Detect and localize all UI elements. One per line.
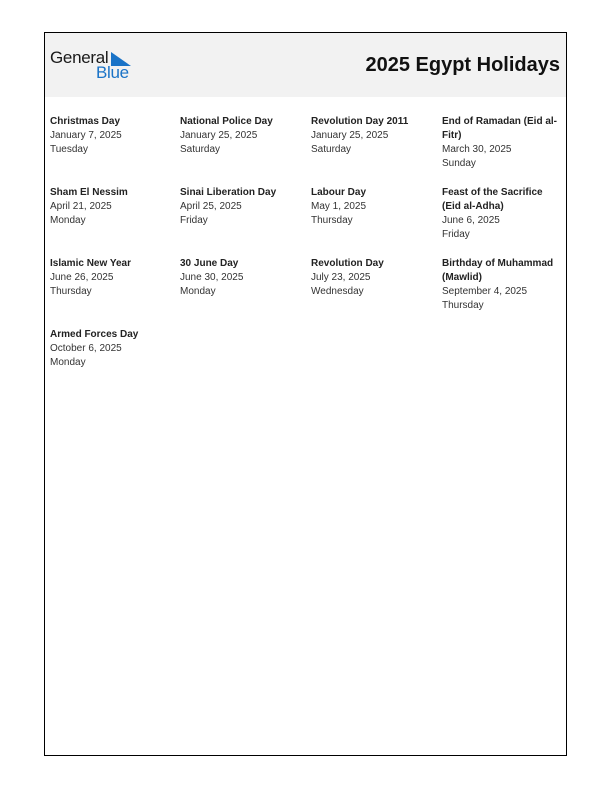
holiday-weekday: Friday — [180, 215, 208, 226]
holiday-item — [50, 186, 172, 228]
holiday-name: Revolution Day — [311, 258, 384, 269]
holiday-name: Christmas Day — [50, 116, 121, 127]
calendar-page — [44, 32, 567, 756]
holiday-item — [311, 115, 433, 157]
holiday-date: January 25, 2025 — [311, 130, 389, 141]
holiday-name: Armed Forces Day — [50, 329, 139, 340]
holiday-date: June 26, 2025 — [50, 272, 114, 283]
holiday-date: May 1, 2025 — [311, 201, 367, 212]
brand-logo — [50, 49, 140, 83]
holiday-date: April 21, 2025 — [50, 201, 112, 212]
holiday-name: Islamic New Year — [50, 258, 131, 269]
holiday-date: July 23, 2025 — [311, 272, 371, 283]
page-title: 2025 Egypt Holidays — [365, 54, 560, 76]
holiday-date: September 4, 2025 — [442, 286, 528, 297]
holiday-item — [442, 257, 564, 313]
page-header — [45, 33, 566, 97]
logo-text-general: General — [50, 48, 109, 67]
holiday-weekday: Wednesday — [311, 286, 364, 297]
holiday-name: Sinai Liberation Day — [180, 187, 277, 198]
holiday-weekday: Monday — [50, 357, 86, 368]
holiday-name: Labour Day — [311, 187, 367, 198]
holiday-date: April 25, 2025 — [180, 201, 242, 212]
holiday-date: June 30, 2025 — [180, 272, 244, 283]
holiday-item — [180, 257, 302, 299]
holiday-weekday: Monday — [180, 286, 216, 297]
holiday-weekday: Thursday — [50, 286, 92, 297]
holiday-item — [50, 115, 172, 157]
holiday-item — [50, 328, 172, 370]
holiday-item — [442, 115, 564, 171]
holiday-weekday: Monday — [50, 215, 86, 226]
logo-text-blue: Blue — [96, 63, 129, 82]
holiday-weekday: Friday — [442, 229, 470, 240]
holiday-weekday: Saturday — [180, 144, 221, 155]
holiday-name: Sham El Nessim — [50, 187, 128, 198]
holiday-name: Feast of the Sacrifice (Eid al-Adha) — [442, 187, 543, 212]
holiday-weekday: Thursday — [442, 300, 484, 311]
holiday-weekday: Thursday — [311, 215, 353, 226]
holiday-item — [180, 186, 302, 228]
holiday-item — [442, 186, 564, 242]
holiday-name: Birthday of Muhammad (Mawlid) — [442, 258, 554, 283]
holiday-name: End of Ramadan (Eid al-Fitr) — [442, 116, 558, 141]
holiday-item — [180, 115, 302, 157]
holiday-item — [311, 186, 433, 228]
holiday-date: October 6, 2025 — [50, 343, 122, 354]
holiday-name: Revolution Day 2011 — [311, 116, 409, 127]
holiday-date: March 30, 2025 — [442, 144, 512, 155]
holiday-date: January 7, 2025 — [50, 130, 122, 141]
holiday-weekday: Saturday — [311, 144, 352, 155]
holiday-date: January 25, 2025 — [180, 130, 258, 141]
holiday-weekday: Sunday — [442, 158, 476, 169]
holiday-date: June 6, 2025 — [442, 215, 500, 226]
holiday-name: National Police Day — [180, 116, 273, 127]
holiday-item — [50, 257, 172, 299]
holiday-weekday: Tuesday — [50, 144, 88, 155]
holiday-item — [311, 257, 433, 299]
holiday-name: 30 June Day — [180, 258, 239, 269]
